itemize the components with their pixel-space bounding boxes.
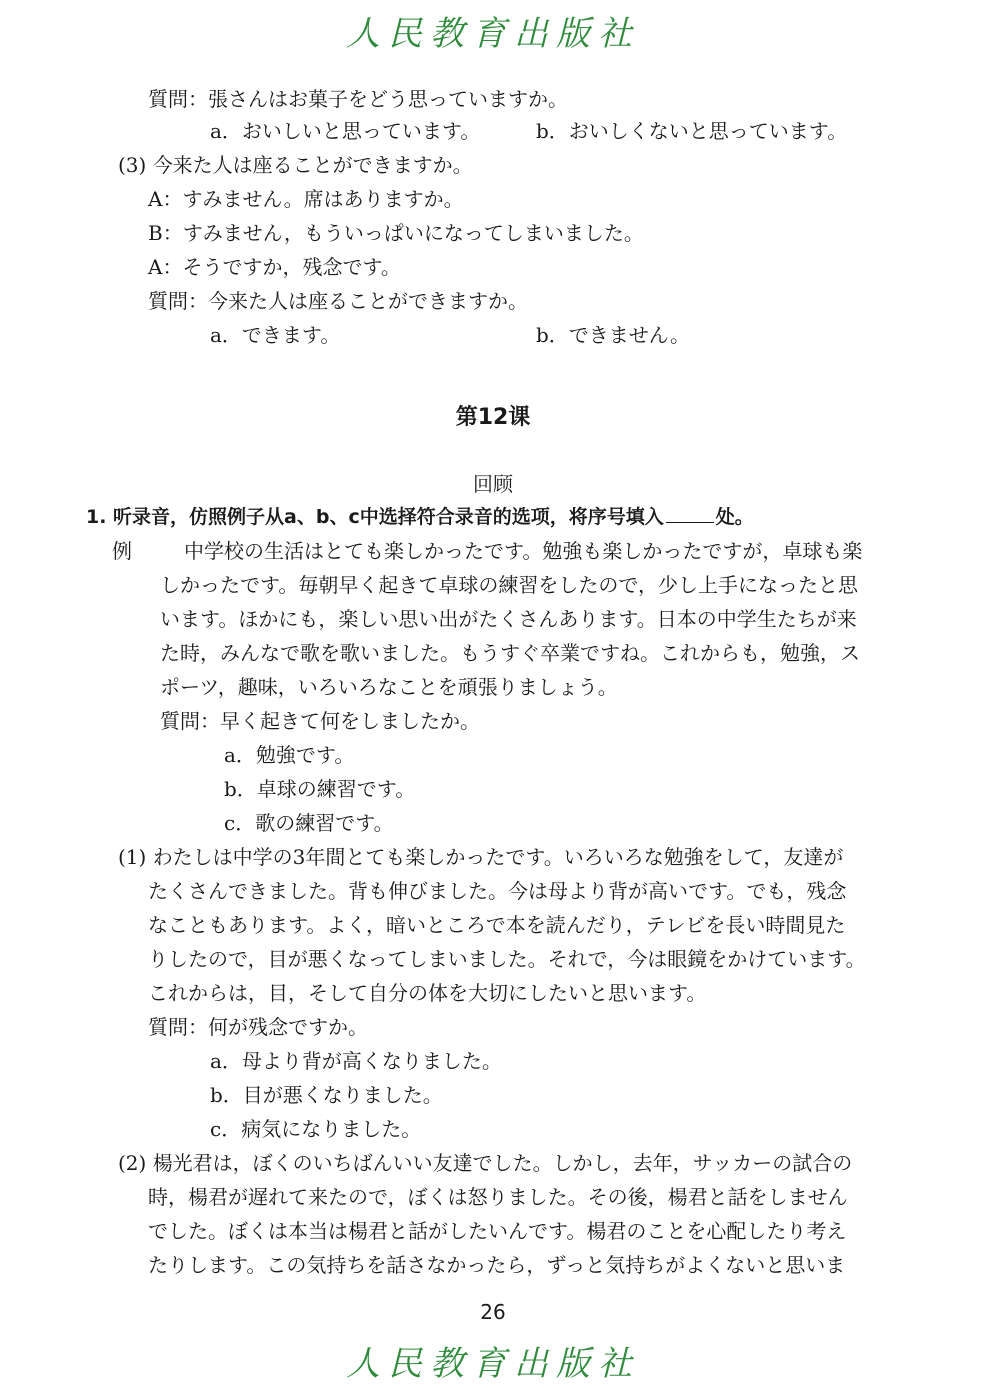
prev-q3-dialog-line: B：すみません，もういっぱいになってしまいました。: [148, 221, 644, 245]
example-text-line: 中学校の生活はとても楽しかったです。勉強も楽しかったですが，卓球も楽: [184, 539, 863, 563]
example-option: b．卓球の練習です。: [224, 777, 416, 801]
example-text-line: しかったです。毎朝早く起きて卓球の練習をしたので，少し上手になったと思: [160, 573, 858, 597]
item1-option: c．病気になりました。: [210, 1117, 422, 1141]
section-title: 回顾: [473, 472, 513, 496]
item1-text-line: りしたので，目が悪くなってしまいました。それで，今は眼鏡をかけています。: [148, 947, 866, 971]
example-question: 質問：早く起きて何をしましたか。: [160, 709, 480, 733]
exercise-instruction: [86, 504, 754, 530]
item1-text-line: (1) わたしは中学の3年間とても楽しかったです。いろいろな勉強をして，友達が: [118, 845, 844, 869]
example-option: c．歌の練習です。: [224, 811, 394, 835]
prev-q2-question: 質問：張さんはお菓子をどう思っていますか。: [148, 87, 568, 111]
prev-q3-title: (3) 今来た人は座ることができますか。: [118, 153, 473, 177]
item1-text-line: たくさんできました。背も伸びました。今は母より背が高いです。でも，残念: [148, 879, 847, 903]
instruction-text: 1. 听录音，仿照例子从a、b、c中选择符合录音的选项，将序号填入: [86, 506, 664, 528]
prev-q3-question: 質問：今来た人は座ることができますか。: [148, 289, 528, 313]
page-number: 26: [480, 1300, 506, 1324]
lesson-title: 第12课: [455, 405, 531, 430]
item1-option: b．目が悪くなりました。: [210, 1083, 443, 1107]
prev-q3-dialog-line: A：すみません。席はありますか。: [148, 187, 464, 211]
prev-q2-option-b: b．おいしくないと思っています。: [536, 119, 848, 143]
prev-q2-option-a: a．おいしいと思っています。: [210, 119, 481, 143]
instruction-text-end: 处。: [715, 506, 754, 528]
item1-option: a．母より背が高くなりました。: [210, 1049, 502, 1073]
publisher-logo-header: 人民教育出版社: [346, 14, 640, 54]
item2-text-line: 時，楊君が遅れて来たので，ぼくは怒りました。その後，楊君と話をしません: [148, 1185, 848, 1209]
example-text-line: ポーツ，趣味，いろいろなことを頑張りましょう。: [160, 675, 618, 699]
item1-text-line: これからは，目，そして自分の体を大切にしたいと思います。: [148, 981, 707, 1005]
answer-blank: [666, 504, 714, 523]
prev-q3-option-b: b．できません。: [536, 323, 691, 347]
example-label: 例: [112, 539, 132, 563]
item1-question: 質問：何が残念ですか。: [148, 1015, 368, 1039]
publisher-logo-footer: 人民教育出版社: [346, 1344, 640, 1384]
item2-text-line: でした。ぼくは本当は楊君と話がしたいんです。楊君のことを心配したり考え: [148, 1219, 847, 1243]
example-text-line: た時，みんなで歌を歌いました。もうすぐ卒業ですね。これからも，勉強，ス: [160, 641, 860, 665]
example-text-line: います。ほかにも，楽しい思い出がたくさんあります。日本の中学生たちが来: [160, 607, 857, 631]
prev-q3-option-a: a．できます。: [210, 323, 341, 347]
item1-text-line: なこともあります。よく，暗いところで本を読んだり，テレビを長い時間見た: [148, 913, 846, 937]
item2-text-line: (2) 楊光君は，ぼくのいちばんいい友達でした。しかし，去年，サッカーの試合の: [118, 1151, 853, 1175]
item2-text-line: たりします。この気持ちを話さなかったら，ずっと気持ちがよくないと思いま: [148, 1253, 846, 1277]
example-option: a．勉強です。: [224, 743, 355, 767]
prev-q3-dialog-line: A：そうですか，残念です。: [148, 255, 401, 279]
